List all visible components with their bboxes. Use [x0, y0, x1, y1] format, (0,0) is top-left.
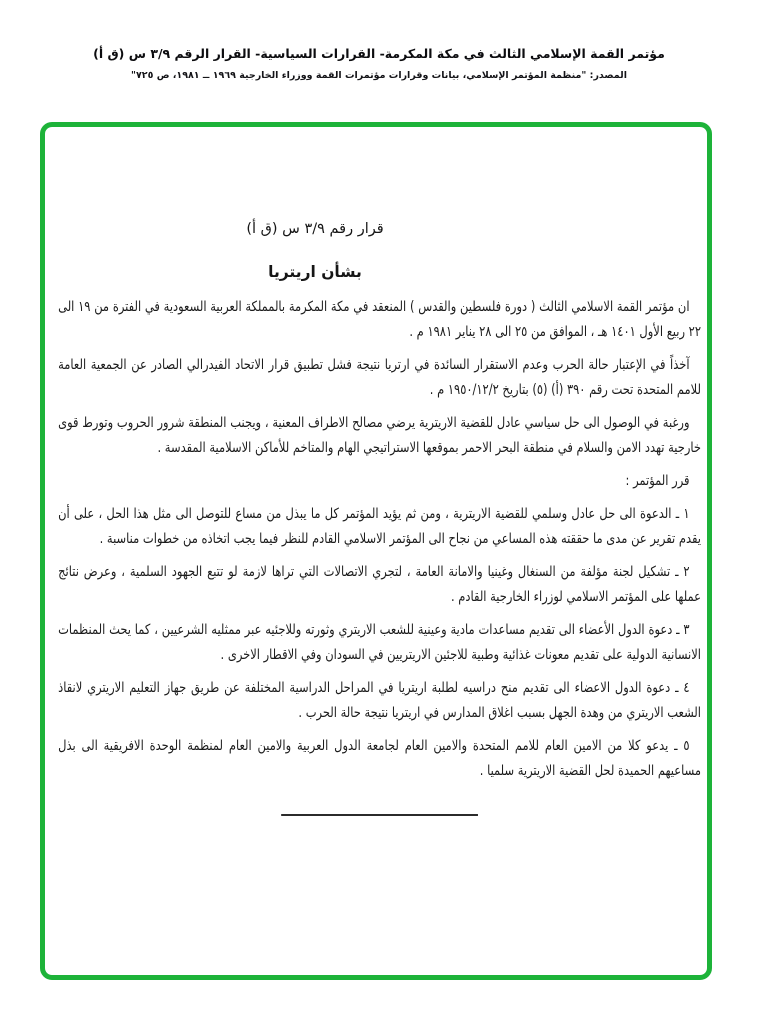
preamble-paragraph: ورغبة في الوصول الى حل سياسي عادل للقضية الاريترية يرضي مصالح الاطراف المعنية ، ويجنب المنطقة شرور الحروب وتورط قوى خارجية تهدد الامن والسلام في منطقة البحر الاحمر بموقعها الاستراتيجي الهام والمتاخم للأماكن الاسلامية المقدسة .	[58, 415, 701, 456]
header-source-line: المصدر: "منظمة المؤتمر الإسلامي، بيانات وقرارات مؤتمرات القمة ووزراء الخارجية ١٩٦٩ ــ ١٩٨١، ص ٧٢٥"	[131, 70, 627, 81]
end-divider	[281, 814, 478, 816]
preamble-paragraph: آخذاً في الإعتبار حالة الحرب وعدم الاستقرار السائدة في ارتريا نتيجة فشل تطبيق قرار الاتحاد الفيدرالي الصادر عن الجمعية العامة للامم المتحدة تحت رقم ٣٩٠ (أ) (٥) بتاريخ ١٩٥٠/١٢/٢ م .	[58, 357, 701, 398]
resolution-subject-title: بشأن اريتريا	[268, 263, 362, 281]
page-header	[0, 46, 758, 81]
preamble-paragraph: ان مؤتمر القمة الاسلامي الثالث ( دورة فلسطين والقدس ) المنعقد في مكة المكرمة بالمملكة العربية السعودية في الفترة من ١٩ الى ٢٢ ربيع الأول ١٤٠١ هـ ، الموافق من ٢٥ الى ٢٨ يناير ١٩٨١ م .	[58, 299, 701, 340]
resolution-item: ٢ ـ تشكيل لجنة مؤلفة من السنغال وغينيا والامانة العامة ، لتجري الاتصالات التي تراها لازمة لو تتبع الجهود السلمية ، وعرض نتائج عملها على المؤتمر الاسلامي لوزراء الخارجية القادم .	[58, 564, 701, 605]
decision-heading: قرر المؤتمر :	[625, 473, 690, 489]
resolution-item: ٣ ـ دعوة الدول الأعضاء الى تقديم مساعدات مادية وعينية للشعب الاريتري وثورته وللاجئيه عبر ممثليه الشرعيين ، كما يحث المنظمات الانسانية الدولية على تقديم معونات غذائية وطبية للاجئين الاريتريين في السودان وفي الاقطار الاخرى .	[58, 622, 701, 663]
resolution-item: ٤ ـ دعوة الدول الاعضاء الى تقديم منح دراسيه لطلبة اريتريا في المراحل الدراسية المختلفة عن طريق جهاز التعليم الاريتري لانقاذ الشعب الاريتري من وهدة الجهل بسبب اغلاق المدارس في اريتريا نتيجة حالة الحرب .	[58, 680, 701, 721]
resolution-frame	[40, 122, 712, 980]
resolution-item: ١ ـ الدعوة الى حل عادل وسلمي للقضية الاريترية ، ومن ثم يؤيد المؤتمر كل ما يبذل من مساع للتوصل الى مثل هذا الحل ، على أن يقدم تقرير عن مدى ما حققته هذه المساعي من نجاح الى المؤتمر الاسلامي القادم للنظر فيما يجب اتخاذه من خطوات مناسبة .	[58, 506, 701, 547]
header-title-line: مؤتمر القمة الإسلامي الثالث في مكة المكرمة- القرارات السياسية- القرار الرقم ٣/٩ س (ق أ)	[93, 46, 665, 61]
resolution-item: ٥ ـ يدعو كلا من الامين العام للامم المتحدة والامين العام لجامعة الدول العربية والامين العام لمنظمة الوحدة الافريقية الى بذل مساعيهم الحميدة لحل القضية الاريترية سلميا .	[58, 738, 701, 779]
resolution-number-title: قرار رقم ٣/٩ س (ق أ)	[246, 221, 384, 237]
resolution-body	[58, 295, 701, 816]
